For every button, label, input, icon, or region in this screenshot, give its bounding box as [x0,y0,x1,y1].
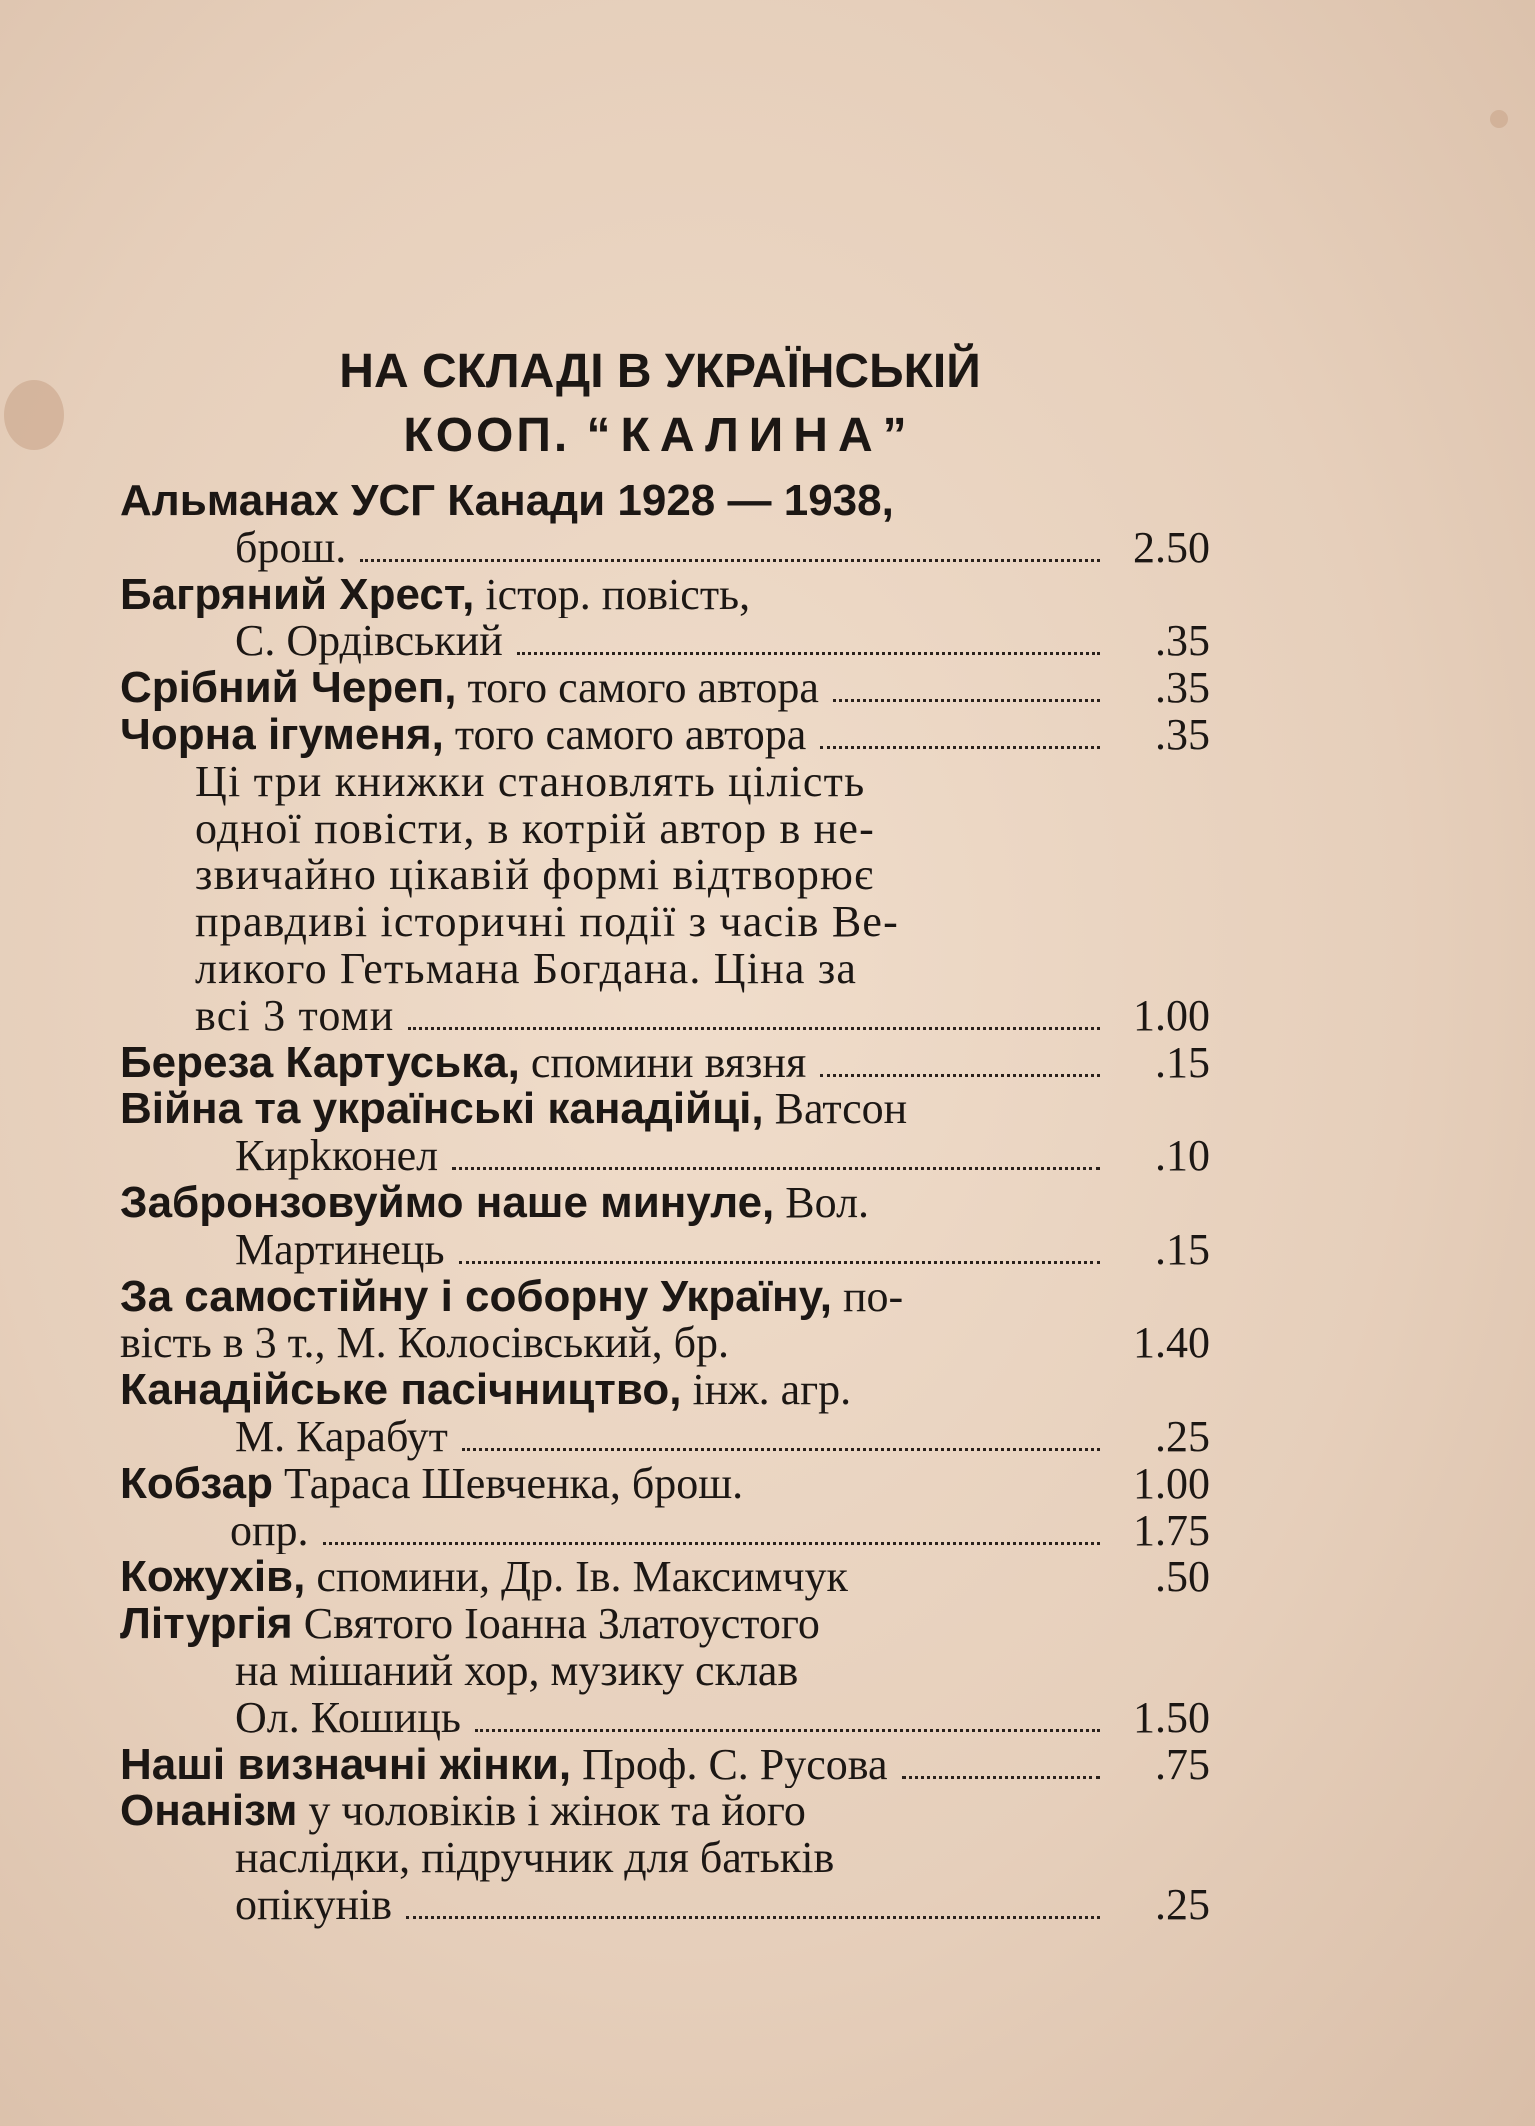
price: .25 [1155,1411,1210,1461]
description-text: Ці три книжки становлять цілість [195,758,866,806]
entry-text [120,1461,743,1508]
list-line [120,478,1210,525]
entry-continuation: Кирkконел [235,1133,439,1180]
book-title: Альманах УСГ Канади 1928 — 1938, [120,478,894,525]
list-line [120,990,1210,1040]
list-line [120,522,1210,572]
list-line [120,1505,1210,1555]
list-line [120,1037,1210,1087]
book-details: інж. агр. [681,1367,852,1414]
entry-text [120,1554,848,1601]
price: 1.50 [1133,1692,1210,1742]
list-line [120,572,1210,619]
list-line [120,1879,1210,1929]
paper-stain [1490,110,1508,128]
list-line [120,1788,1210,1835]
book-title: Канадійське пасічництво, [120,1367,682,1414]
entry-continuation: вість в 3 т., М. Колосівський, бр. [120,1320,729,1368]
price: .10 [1155,1131,1210,1181]
book-details: того самого автора [456,665,819,712]
catalog-heading [200,340,1120,468]
book-title: Кожухів, [120,1554,306,1602]
dot-leader [902,1776,1100,1779]
entry-continuation: опр. [230,1507,309,1555]
book-price-list [120,478,1210,1929]
list-line [120,852,1210,899]
price: 1.00 [1133,990,1210,1040]
entry-text [120,1086,907,1133]
book-title: Забронзовуймо наше минуле, [120,1179,775,1227]
list-line [120,1274,1210,1321]
list-line [120,806,1210,853]
dot-leader [459,1261,1100,1264]
list-line [120,759,1210,806]
price: 2.50 [1133,522,1210,572]
list-line [120,618,1210,665]
entry-text [120,1367,851,1414]
book-title: Війна та українські канадійці, [120,1086,764,1134]
dot-leader [462,1448,1100,1451]
heading-line-1: НА СКЛАДІ В УКРАЇНСЬКІЙ [339,345,981,398]
price: .15 [1155,1037,1210,1087]
price: 1.40 [1133,1318,1210,1368]
price: 1.00 [1133,1458,1210,1508]
list-line [120,1367,1210,1414]
dot-leader [820,1074,1100,1077]
heading-coop-name: “КАЛИНА” [586,409,917,462]
list-line [120,946,1210,993]
dot-leader [323,1542,1100,1545]
heading-line-2 [200,404,1120,468]
price: 1.75 [1133,1505,1210,1555]
dot-leader [408,1027,1100,1030]
dot-leader [452,1167,1100,1170]
description-text: одної повісти, в котрій автор в не- [195,805,875,853]
list-line [120,1133,1210,1180]
book-title: Береза Картуська, [120,1039,520,1087]
book-title: Літургія [120,1601,293,1648]
book-details: істор. повість, [474,571,751,619]
dot-leader [406,1916,1100,1919]
list-line [120,1554,1210,1601]
description-text: всі 3 томи [195,992,395,1040]
list-line [120,709,1210,759]
price: .75 [1155,1739,1210,1789]
book-details: у чоловіків і жінок та його [297,1788,806,1836]
list-line [120,1180,1210,1227]
list-line [120,1224,1210,1274]
entry-text [120,1180,869,1227]
book-title: Кобзар [120,1460,273,1508]
entry-continuation: наслідки, підручник для батьків [235,1835,835,1882]
book-details: Святого Іоанна Златоустого [292,1601,820,1648]
entry-continuation: С. Ордівський [235,618,503,666]
book-details: Проф. С. Русова [571,1741,888,1789]
book-title: За самостійну і соборну Україну, [120,1273,832,1321]
entry-text [120,1040,806,1087]
entry-continuation: М. Карабут [235,1413,448,1461]
list-line [120,1320,1210,1367]
dot-leader [360,559,1100,562]
entry-continuation: опікунів [235,1881,393,1929]
book-title: Срібний Череп, [120,665,457,712]
dot-leader [517,652,1100,655]
dot-leader [820,746,1100,749]
book-details: спомини, Др. Ів. Максимчук [305,1554,848,1602]
list-line [120,1692,1210,1742]
list-line [120,1835,1210,1882]
book-title: Чорна ігуменя, [120,711,444,759]
description-text: звичайно цікавій формі відтворює [195,852,875,900]
entry-text [120,712,806,759]
book-title: Наші визначні жінки, [120,1741,572,1789]
list-line [120,1411,1210,1461]
book-title: Багряний Хрест, [120,571,475,619]
entry-continuation: брош. [235,524,347,572]
book-details: спомини вязня [519,1039,807,1087]
price: .50 [1155,1552,1210,1602]
entry-text [120,1274,903,1321]
paper-stain [4,380,64,450]
price: .35 [1155,663,1210,713]
list-line [120,1648,1210,1695]
entry-continuation: на мішаний хор, музику склав [235,1647,799,1695]
entry-text [120,478,894,525]
book-details: Вол. [774,1179,870,1227]
list-line [120,665,1210,712]
book-details: Тараса Шевченка, брош. [272,1460,744,1508]
dot-leader [475,1729,1100,1732]
book-title: Онанізм [120,1788,298,1836]
price: .35 [1155,616,1210,666]
list-line [120,1601,1210,1648]
entry-text [120,1742,888,1789]
list-line [120,899,1210,946]
entry-text [120,572,750,619]
price: .15 [1155,1224,1210,1274]
entry-continuation: Мартинець [235,1226,445,1274]
entry-text [120,1788,806,1835]
list-line [120,1458,1210,1508]
book-details: того самого автора [443,711,807,759]
price: .25 [1155,1879,1210,1929]
book-details: Ватсон [763,1086,908,1134]
list-line [120,1739,1210,1789]
entry-text [120,1601,820,1648]
entry-continuation: Ол. Кошиць [235,1694,461,1742]
entry-text [120,665,819,712]
list-line [120,1086,1210,1133]
description-text: ликого Гетьмана Богдана. Ціна за [195,945,858,993]
book-details: по- [831,1273,904,1321]
price: .35 [1155,709,1210,759]
dot-leader [833,699,1100,702]
description-text: правдиві історичні події з часів Ве- [195,899,899,946]
heading-coop-label: КООП. [403,409,571,462]
